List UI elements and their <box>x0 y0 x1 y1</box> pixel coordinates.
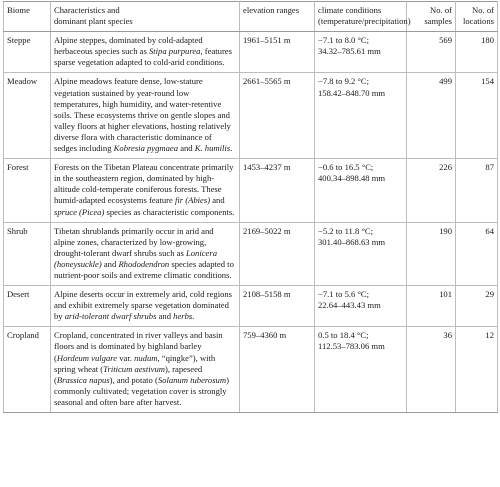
table-body <box>4 32 498 413</box>
table-row <box>4 32 498 73</box>
header-samples: No. of samples <box>407 2 456 32</box>
climate-cell: −0.6 to 16.5 °C; 400.34–898.48 mm <box>315 159 407 222</box>
header-row <box>4 2 498 32</box>
header-locations: No. of locations <box>456 2 498 32</box>
header-climate: climate conditions (temperature/precipitation) <box>315 2 407 32</box>
locations-cell: 180 <box>456 32 498 73</box>
table-row <box>4 159 498 222</box>
elevation-cell: 1961–5151 m <box>240 32 315 73</box>
climate-cell: 0.5 to 18.4 °C; 112.53–783.06 mm <box>315 327 407 413</box>
characteristics-cell: Cropland, concentrated in river valleys and basin floors and is dominated by highland barley (Hordeum vulgare var. nudum, “qingke”), with spring wheat (Triticum aestivum), rapeseed (Brassica napus), and potato (Solanum tuberosum) commonly cultivated; vegetation cover is strongly seasonal and often bare after harvest. <box>51 327 240 413</box>
elevation-cell: 2169–5022 m <box>240 222 315 285</box>
biome-cell: Steppe <box>4 32 51 73</box>
elevation-cell: 2108–5158 m <box>240 286 315 327</box>
elevation-cell: 1453–4237 m <box>240 159 315 222</box>
locations-cell: 29 <box>456 286 498 327</box>
table-row <box>4 286 498 327</box>
biome-table <box>3 1 498 413</box>
header-characteristics: Characteristics and dominant plant species <box>51 2 240 32</box>
samples-cell: 36 <box>407 327 456 413</box>
characteristics-cell: Alpine meadows feature dense, low-stature vegetation sustained by year-round low temperatures, high humidity, and water-retentive soils. These ecosystems thrive on gentle slopes and valley floors at higher elevations, hosting relatively diverse flora with characteristic dominance of sedges including Kobresia pygmaea and K. humilis. <box>51 73 240 159</box>
table-row <box>4 327 498 413</box>
biome-cell: Cropland <box>4 327 51 413</box>
table-header <box>4 2 498 32</box>
biome-cell: Desert <box>4 286 51 327</box>
elevation-cell: 2661–5565 m <box>240 73 315 159</box>
samples-cell: 499 <box>407 73 456 159</box>
characteristics-cell: Forests on the Tibetan Plateau concentrate primarily in the southeastern region, dominated by high-altitude cold-temperate coniferous forests. These humid-adapted ecosystems feature fir (Abies) and spruce (Picea) species as characteristic components. <box>51 159 240 222</box>
climate-cell: −7.1 to 8.0 °C; 34.32–785.61 mm <box>315 32 407 73</box>
biome-cell: Meadow <box>4 73 51 159</box>
characteristics-cell: Tibetan shrublands primarily occur in arid and alpine zones, characterized by low-growing, drought-tolerant dwarf shrubs such as Lonicera (honeysuckle) and Rhododendron species adapted to nutrient-poor soils and extreme climatic conditions. <box>51 222 240 285</box>
samples-cell: 101 <box>407 286 456 327</box>
climate-cell: −5.2 to 11.8 °C; 301.40–868.63 mm <box>315 222 407 285</box>
locations-cell: 87 <box>456 159 498 222</box>
header-elevation: elevation ranges <box>240 2 315 32</box>
header-biome: Biome <box>4 2 51 32</box>
biome-cell: Shrub <box>4 222 51 285</box>
characteristics-cell: Alpine deserts occur in extremely arid, cold regions and exhibit extremely sparse vegetation dominated by arid-tolerant dwarf shrubs and herbs. <box>51 286 240 327</box>
samples-cell: 226 <box>407 159 456 222</box>
locations-cell: 64 <box>456 222 498 285</box>
climate-cell: −7.1 to 5.6 °C; 22.64–443.43 mm <box>315 286 407 327</box>
locations-cell: 12 <box>456 327 498 413</box>
characteristics-cell: Alpine steppes, dominated by cold-adapted herbaceous species such as Stipa purpurea, features sparse vegetation adapted to cold-arid conditions. <box>51 32 240 73</box>
locations-cell: 154 <box>456 73 498 159</box>
samples-cell: 569 <box>407 32 456 73</box>
table-row <box>4 73 498 159</box>
elevation-cell: 759–4360 m <box>240 327 315 413</box>
table-row <box>4 222 498 285</box>
climate-cell: −7.8 to 9.2 °C; 158.42–848.70 mm <box>315 73 407 159</box>
samples-cell: 190 <box>407 222 456 285</box>
biome-cell: Forest <box>4 159 51 222</box>
